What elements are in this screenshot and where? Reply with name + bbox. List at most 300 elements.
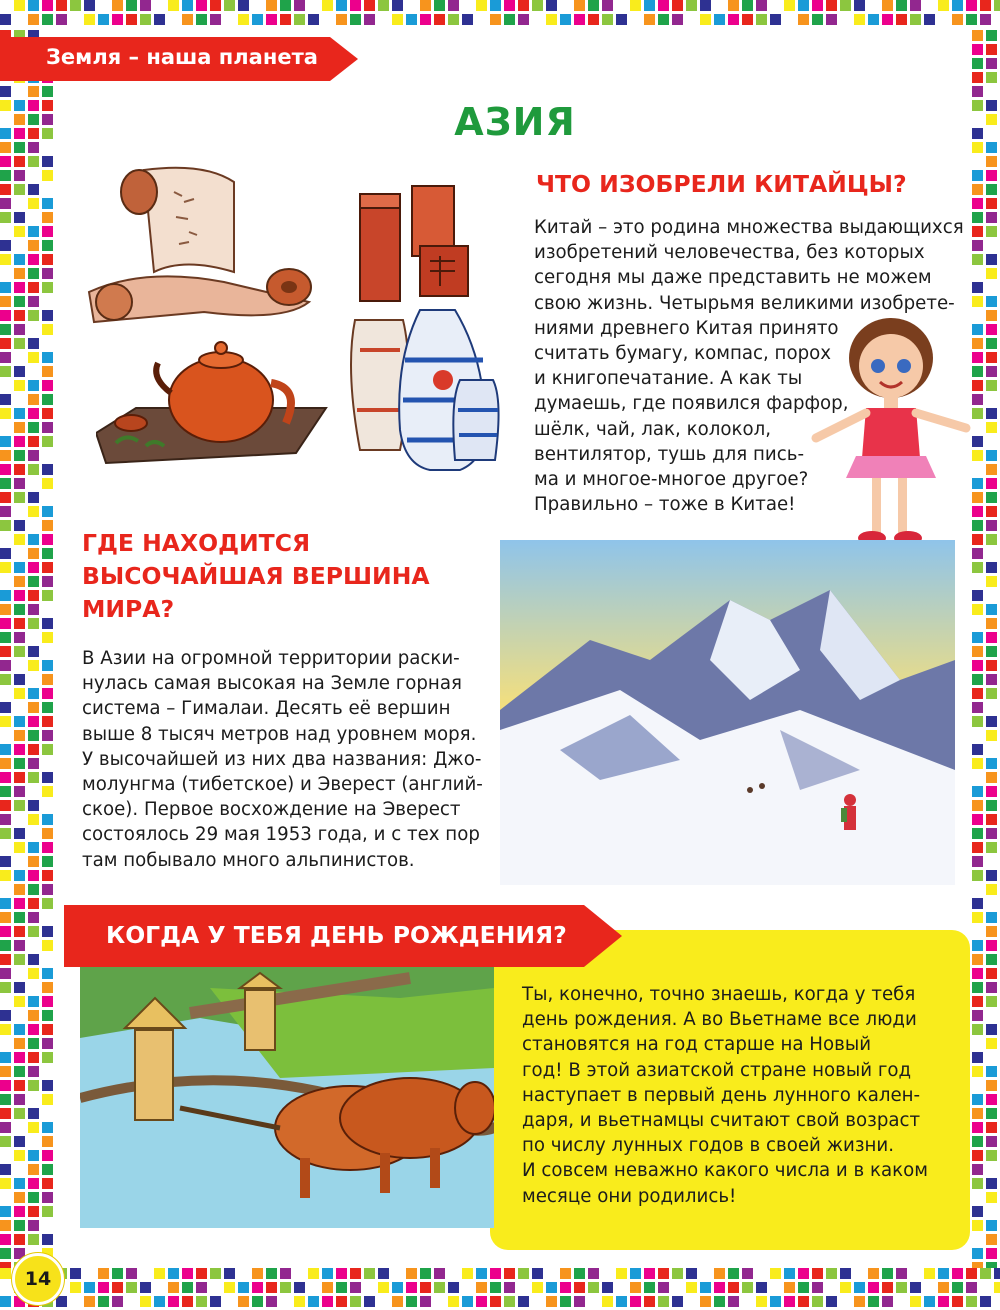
- border-square: [972, 1150, 983, 1161]
- border-square: [28, 1066, 39, 1077]
- border-square: [364, 1282, 375, 1293]
- border-square: [910, 0, 921, 11]
- border-square: [560, 1268, 571, 1279]
- border-square: [0, 618, 11, 629]
- border-square: [14, 1080, 25, 1091]
- text-line: ниями древнего Китая принято: [534, 317, 839, 339]
- border-square: [840, 1296, 851, 1307]
- border-square: [42, 1052, 53, 1063]
- rice-field-illustration: [80, 958, 494, 1228]
- border-square: [14, 940, 25, 951]
- border-square: [434, 0, 445, 11]
- border-square: [112, 1296, 123, 1307]
- border-square: [14, 478, 25, 489]
- border-square: [972, 758, 983, 769]
- border-square: [672, 1296, 683, 1307]
- border-square: [0, 184, 11, 195]
- border-square: [972, 1024, 983, 1035]
- border-square: [28, 800, 39, 811]
- border-square: [28, 1122, 39, 1133]
- border-square: [798, 1296, 809, 1307]
- border-square: [42, 1234, 53, 1245]
- border-square: [966, 1268, 977, 1279]
- border-square: [154, 0, 165, 11]
- border-square: [28, 422, 39, 433]
- border-square: [294, 1282, 305, 1293]
- border-square: [448, 1268, 459, 1279]
- border-square: [238, 1296, 249, 1307]
- border-square: [28, 450, 39, 461]
- border-square: [672, 1282, 683, 1293]
- border-square: [14, 590, 25, 601]
- border-square: [986, 394, 997, 405]
- border-square: [252, 0, 263, 11]
- border-square: [28, 632, 39, 643]
- border-square: [14, 408, 25, 419]
- border-square: [42, 380, 53, 391]
- border-square: [972, 982, 983, 993]
- border-square: [462, 1296, 473, 1307]
- border-square: [986, 912, 997, 923]
- border-square: [0, 1010, 11, 1021]
- border-square: [42, 1122, 53, 1133]
- peak-heading: [82, 527, 502, 626]
- border-square: [42, 450, 53, 461]
- border-square: [28, 226, 39, 237]
- border-square: [168, 1296, 179, 1307]
- border-square: [42, 562, 53, 573]
- border-square: [0, 422, 11, 433]
- border-square: [28, 758, 39, 769]
- border-square: [972, 1052, 983, 1063]
- border-square: [42, 1080, 53, 1091]
- border-square: [714, 1268, 725, 1279]
- border-square: [448, 0, 459, 11]
- border-square: [448, 1296, 459, 1307]
- border-square: [728, 1268, 739, 1279]
- border-square: [14, 170, 25, 181]
- border-square: [14, 1206, 25, 1217]
- border-square: [210, 1268, 221, 1279]
- border-square: [986, 618, 997, 629]
- border-square: [770, 14, 781, 25]
- border-square: [350, 1282, 361, 1293]
- border-square: [504, 1282, 515, 1293]
- border-square: [986, 1248, 997, 1259]
- text-line: Ты, конечно, точно знаешь, когда у тебя: [522, 984, 916, 1005]
- border-square: [0, 772, 11, 783]
- border-square: [986, 968, 997, 979]
- china-paragraph: [534, 215, 964, 517]
- border-square: [0, 954, 11, 965]
- left-border: [0, 30, 62, 1268]
- border-square: [224, 14, 235, 25]
- border-square: [972, 870, 983, 881]
- text-line: и книгопечатание. А как ты: [534, 368, 803, 390]
- border-square: [42, 968, 53, 979]
- border-square: [630, 14, 641, 25]
- border-square: [14, 758, 25, 769]
- border-square: [364, 1268, 375, 1279]
- border-square: [14, 926, 25, 937]
- border-square: [14, 1136, 25, 1147]
- border-square: [154, 14, 165, 25]
- border-square: [42, 184, 53, 195]
- border-square: [972, 786, 983, 797]
- text-line: год! В этой азиатской стране новый год: [522, 1059, 912, 1081]
- border-square: [972, 1136, 983, 1147]
- border-square: [980, 1268, 991, 1279]
- border-square: [28, 1080, 39, 1091]
- text-line: думаешь, где появился фарфор,: [534, 393, 849, 415]
- border-square: [42, 478, 53, 489]
- border-square: [938, 14, 949, 25]
- border-square: [42, 996, 53, 1007]
- border-square: [972, 590, 983, 601]
- border-square: [42, 338, 53, 349]
- border-square: [14, 296, 25, 307]
- border-square: [840, 1268, 851, 1279]
- border-square: [42, 268, 53, 279]
- border-square: [140, 1268, 151, 1279]
- border-square: [868, 1296, 879, 1307]
- border-square: [994, 1296, 1000, 1307]
- border-square: [0, 170, 11, 181]
- border-square: [812, 0, 823, 11]
- border-square: [490, 1282, 501, 1293]
- border-square: [280, 1282, 291, 1293]
- border-square: [0, 884, 11, 895]
- border-square: [658, 14, 669, 25]
- border-square: [700, 14, 711, 25]
- border-square: [322, 1268, 333, 1279]
- border-square: [434, 1268, 445, 1279]
- border-square: [546, 1268, 557, 1279]
- border-square: [0, 1080, 11, 1091]
- border-square: [294, 1268, 305, 1279]
- border-square: [112, 0, 123, 11]
- border-square: [986, 576, 997, 587]
- border-square: [28, 912, 39, 923]
- border-square: [986, 268, 997, 279]
- border-square: [972, 660, 983, 671]
- border-square: [28, 702, 39, 713]
- border-square: [14, 730, 25, 741]
- border-square: [826, 1296, 837, 1307]
- border-square: [910, 14, 921, 25]
- border-square: [972, 1094, 983, 1105]
- text-line: наступает в первый день лунного кален-: [522, 1084, 921, 1106]
- border-square: [986, 758, 997, 769]
- border-square: [0, 1108, 11, 1119]
- border-square: [252, 1282, 263, 1293]
- border-square: [28, 982, 39, 993]
- border-square: [0, 758, 11, 769]
- border-square: [630, 1282, 641, 1293]
- border-square: [986, 1192, 997, 1203]
- border-square: [14, 1038, 25, 1049]
- text-line: шёлк, чай, лак, колокол,: [534, 418, 771, 440]
- border-square: [952, 14, 963, 25]
- border-square: [986, 716, 997, 727]
- border-square: [0, 0, 11, 11]
- border-square: [0, 268, 11, 279]
- border-square: [0, 450, 11, 461]
- border-square: [42, 226, 53, 237]
- border-square: [938, 1296, 949, 1307]
- border-square: [986, 198, 997, 209]
- border-square: [994, 0, 1000, 11]
- border-square: [588, 1268, 599, 1279]
- border-square: [986, 1136, 997, 1147]
- border-square: [476, 1296, 487, 1307]
- border-square: [308, 0, 319, 11]
- border-square: [0, 982, 11, 993]
- border-square: [350, 1268, 361, 1279]
- border-square: [14, 744, 25, 755]
- border-square: [42, 366, 53, 377]
- border-square: [196, 1282, 207, 1293]
- border-square: [972, 30, 983, 41]
- border-square: [532, 1268, 543, 1279]
- border-square: [972, 198, 983, 209]
- border-square: [972, 1108, 983, 1119]
- border-square: [896, 0, 907, 11]
- border-square: [972, 940, 983, 951]
- text-line: У высочайшей из них два названия: Джо-: [82, 748, 482, 770]
- border-square: [0, 828, 11, 839]
- border-square: [560, 14, 571, 25]
- text-line: система – Гималаи. Десять её вершин: [82, 698, 451, 720]
- border-square: [972, 58, 983, 69]
- border-square: [504, 1296, 515, 1307]
- border-square: [266, 14, 277, 25]
- border-square: [686, 1282, 697, 1293]
- border-square: [728, 1282, 739, 1293]
- border-square: [972, 1248, 983, 1259]
- border-square: [756, 1268, 767, 1279]
- border-square: [0, 520, 11, 531]
- border-square: [532, 1282, 543, 1293]
- border-square: [322, 1296, 333, 1307]
- border-square: [42, 240, 53, 251]
- border-square: [14, 282, 25, 293]
- border-square: [518, 1282, 529, 1293]
- border-square: [972, 618, 983, 629]
- border-square: [0, 548, 11, 559]
- border-square: [28, 534, 39, 545]
- border-square: [658, 1282, 669, 1293]
- border-square: [972, 1234, 983, 1245]
- border-square: [972, 912, 983, 923]
- text-line: ма и многое-многое другое?: [534, 469, 809, 491]
- border-square: [602, 14, 613, 25]
- border-square: [0, 1164, 11, 1175]
- border-square: [56, 0, 67, 11]
- border-square: [42, 506, 53, 517]
- border-square: [42, 912, 53, 923]
- border-square: [14, 828, 25, 839]
- border-square: [42, 352, 53, 363]
- border-square: [854, 0, 865, 11]
- border-square: [924, 14, 935, 25]
- text-line: Правильно – тоже в Китае!: [534, 494, 796, 516]
- border-square: [742, 1268, 753, 1279]
- border-square: [14, 1010, 25, 1021]
- border-square: [28, 716, 39, 727]
- border-square: [0, 1150, 11, 1161]
- border-square: [924, 1296, 935, 1307]
- border-square: [972, 576, 983, 587]
- border-square: [972, 1164, 983, 1175]
- border-square: [784, 1268, 795, 1279]
- peak-heading-line: МИРА?: [82, 595, 175, 623]
- border-square: [448, 14, 459, 25]
- border-square: [434, 14, 445, 25]
- border-square: [28, 996, 39, 1007]
- border-square: [42, 646, 53, 657]
- border-square: [42, 758, 53, 769]
- border-square: [14, 464, 25, 475]
- border-square: [0, 1192, 11, 1203]
- border-square: [986, 926, 997, 937]
- border-square: [0, 856, 11, 867]
- border-square: [952, 1282, 963, 1293]
- border-square: [742, 1282, 753, 1293]
- border-square: [770, 1268, 781, 1279]
- border-square: [574, 1282, 585, 1293]
- china-heading: ЧТО ИЗОБРЕЛИ КИТАЙЦЫ?: [536, 170, 907, 198]
- border-square: [42, 982, 53, 993]
- border-square: [742, 14, 753, 25]
- border-square: [784, 1282, 795, 1293]
- border-square: [972, 296, 983, 307]
- border-square: [714, 14, 725, 25]
- border-square: [0, 926, 11, 937]
- text-line: Китай – это родина множества выдающихся: [534, 217, 964, 238]
- border-square: [972, 828, 983, 839]
- border-square: [84, 0, 95, 11]
- border-square: [972, 632, 983, 643]
- border-square: [972, 1080, 983, 1091]
- border-square: [364, 14, 375, 25]
- border-square: [0, 1296, 11, 1307]
- border-square: [14, 0, 25, 11]
- peak-paragraph: [82, 646, 483, 873]
- border-square: [0, 912, 11, 923]
- text-line: состоялось 29 мая 1953 года, и с тех пор: [82, 824, 480, 846]
- border-square: [532, 14, 543, 25]
- border-square: [986, 786, 997, 797]
- border-square: [28, 268, 39, 279]
- border-square: [0, 1178, 11, 1189]
- border-square: [986, 842, 997, 853]
- border-square: [0, 380, 11, 391]
- border-square: [986, 240, 997, 251]
- border-square: [574, 1296, 585, 1307]
- border-square: [0, 436, 11, 447]
- border-square: [0, 940, 11, 951]
- border-square: [406, 0, 417, 11]
- border-square: [14, 646, 25, 657]
- border-square: [0, 1052, 11, 1063]
- border-square: [56, 1296, 67, 1307]
- border-square: [42, 422, 53, 433]
- border-square: [986, 856, 997, 867]
- border-square: [798, 1268, 809, 1279]
- border-square: [0, 842, 11, 853]
- border-square: [910, 1282, 921, 1293]
- border-square: [42, 674, 53, 685]
- border-square: [986, 408, 997, 419]
- border-square: [0, 338, 11, 349]
- border-square: [140, 0, 151, 11]
- border-square: [986, 58, 997, 69]
- border-square: [986, 688, 997, 699]
- border-square: [0, 730, 11, 741]
- border-square: [14, 254, 25, 265]
- border-square: [28, 1234, 39, 1245]
- border-square: [14, 548, 25, 559]
- border-square: [14, 604, 25, 615]
- border-square: [196, 1268, 207, 1279]
- border-square: [28, 576, 39, 587]
- border-square: [518, 14, 529, 25]
- border-square: [28, 842, 39, 853]
- border-square: [0, 1234, 11, 1245]
- border-square: [392, 1268, 403, 1279]
- border-square: [588, 0, 599, 11]
- border-square: [630, 1296, 641, 1307]
- border-square: [980, 1282, 991, 1293]
- border-square: [882, 1296, 893, 1307]
- border-square: [986, 982, 997, 993]
- border-square: [994, 1282, 1000, 1293]
- border-square: [986, 254, 997, 265]
- border-square: [28, 310, 39, 321]
- border-square: [420, 0, 431, 11]
- border-square: [630, 1268, 641, 1279]
- border-square: [574, 0, 585, 11]
- border-square: [196, 0, 207, 11]
- border-square: [14, 156, 25, 167]
- border-square: [490, 1268, 501, 1279]
- border-square: [42, 744, 53, 755]
- border-square: [28, 86, 39, 97]
- border-square: [882, 0, 893, 11]
- border-square: [70, 1282, 81, 1293]
- border-square: [972, 1066, 983, 1077]
- border-square: [28, 1206, 39, 1217]
- border-square: [42, 296, 53, 307]
- border-square: [28, 856, 39, 867]
- border-square: [280, 1268, 291, 1279]
- border-square: [714, 1282, 725, 1293]
- border-square: [378, 1282, 389, 1293]
- text-line: по числу лунных годов в своей жизни.: [522, 1135, 895, 1157]
- border-square: [70, 0, 81, 11]
- border-square: [42, 702, 53, 713]
- border-square: [972, 254, 983, 265]
- border-square: [644, 1268, 655, 1279]
- border-square: [986, 702, 997, 713]
- border-square: [42, 618, 53, 629]
- border-square: [28, 1178, 39, 1189]
- border-square: [700, 0, 711, 11]
- border-square: [476, 1268, 487, 1279]
- border-square: [210, 1282, 221, 1293]
- text-line: свою жизнь. Четырьмя великими изобрете-: [534, 292, 955, 314]
